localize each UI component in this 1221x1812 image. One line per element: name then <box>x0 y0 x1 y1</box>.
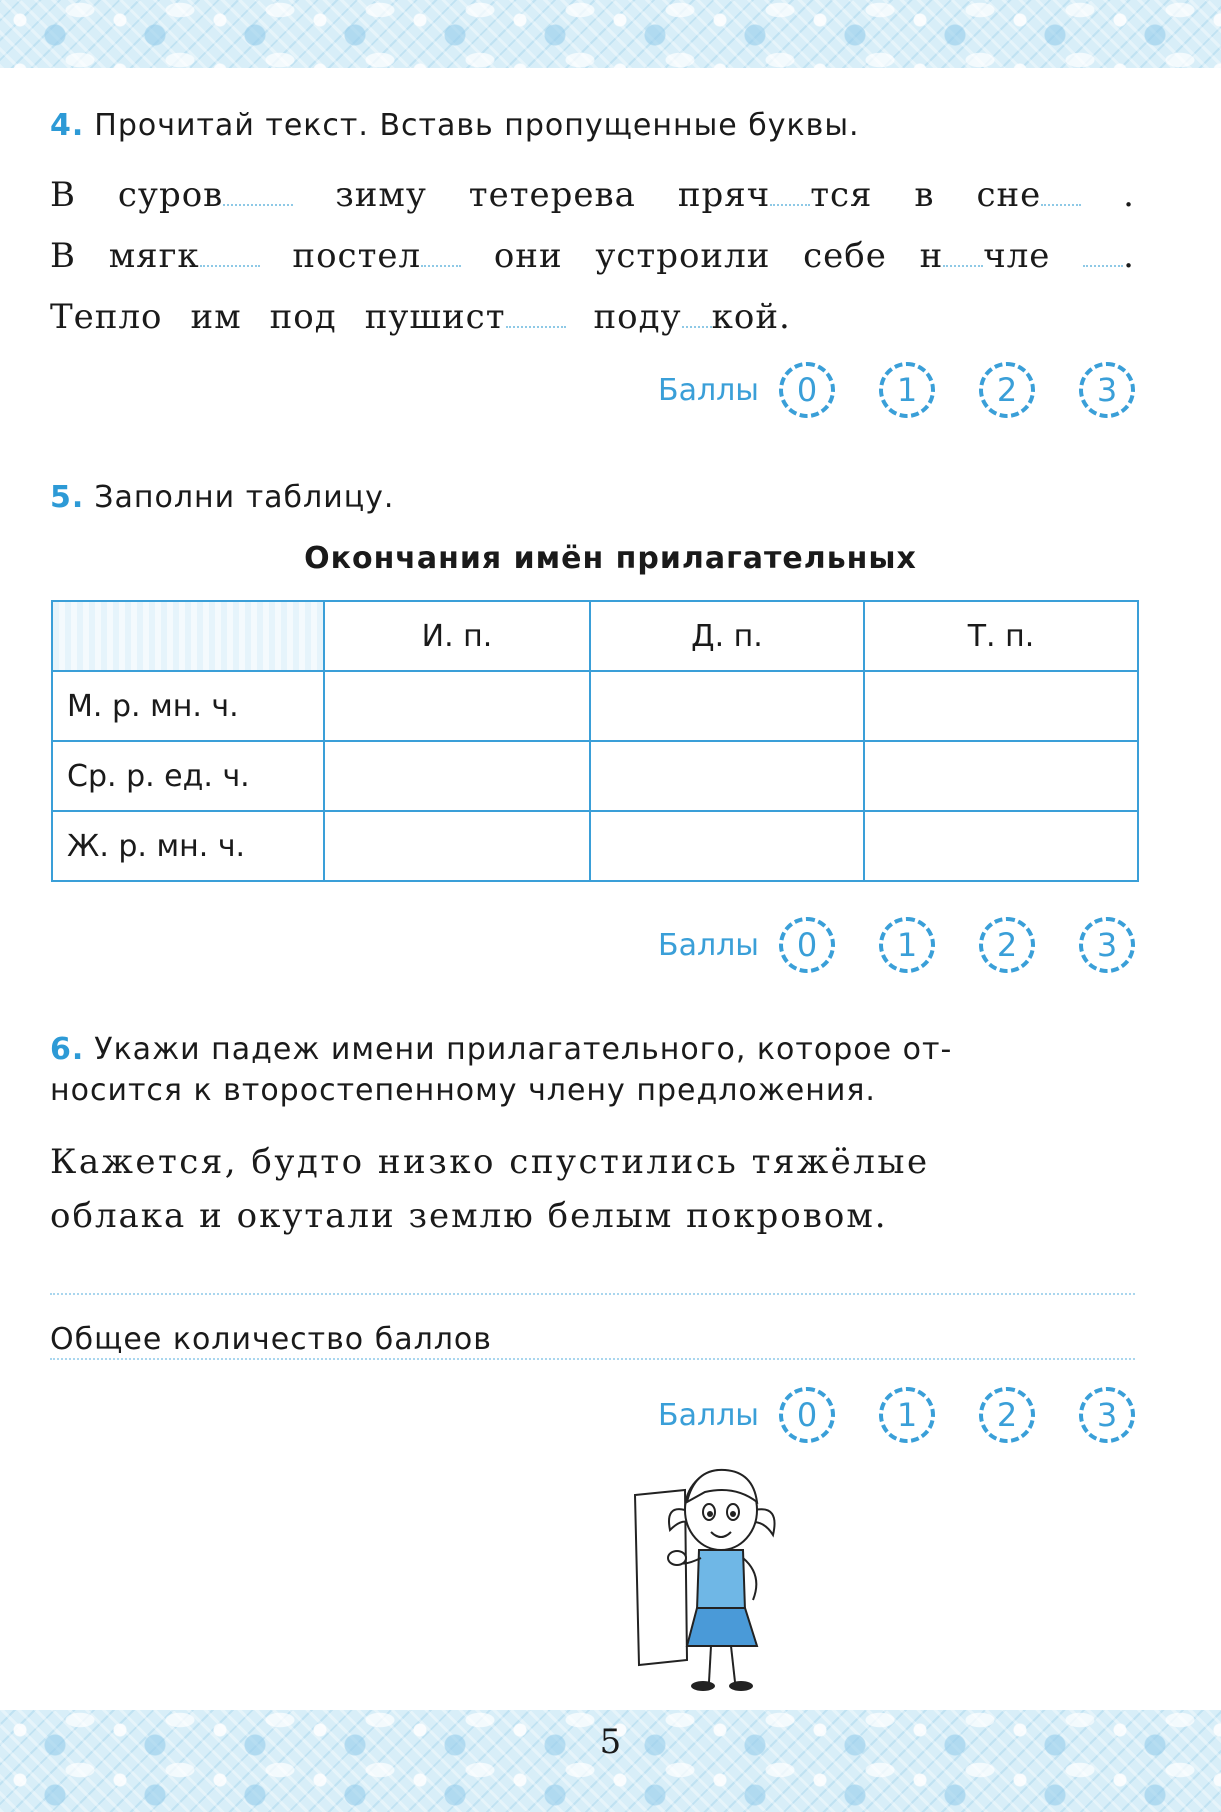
word: под <box>269 297 337 337</box>
task-4-heading <box>50 108 860 143</box>
answer-cell[interactable] <box>324 741 590 811</box>
total-score-label: Общее количество баллов <box>50 1322 492 1357</box>
table-row <box>52 811 1138 881</box>
score-option-3[interactable]: 3 <box>1079 1387 1135 1443</box>
letter-blank[interactable] <box>1041 166 1081 206</box>
row-header-fem-plural: Ж. р. мн. ч. <box>52 811 324 881</box>
letter-blank[interactable] <box>421 227 461 267</box>
table-row <box>52 741 1138 811</box>
row-header-masc-plural: М. р. мн. ч. <box>52 671 324 741</box>
word: В <box>50 175 76 215</box>
task-4-text <box>50 165 1135 348</box>
row-header-neut-singular: Ср. р. ед. ч. <box>52 741 324 811</box>
word: В <box>50 236 76 276</box>
task-4-line-3 <box>50 287 1135 348</box>
letter-blank[interactable] <box>200 227 260 267</box>
task-5-heading <box>50 480 394 515</box>
score-option-1[interactable]: 1 <box>879 362 935 418</box>
task-5-number: 5. <box>50 480 85 515</box>
letter-blank[interactable] <box>682 288 712 328</box>
word: Тепло <box>50 297 163 337</box>
page-number: 5 <box>599 1722 622 1762</box>
score-option-2[interactable]: 2 <box>979 917 1035 973</box>
task-6-sentence-line2: облака и окутали землю белым покровом. <box>50 1196 888 1236</box>
decorative-top-border <box>0 0 1221 68</box>
task-6-prompt-line2: носится к второстепенному члену предложения. <box>50 1073 876 1108</box>
answer-cell[interactable] <box>590 811 864 881</box>
answer-cell[interactable] <box>590 741 864 811</box>
word: себе <box>803 236 887 276</box>
score-option-1[interactable]: 1 <box>879 917 935 973</box>
table-header-row <box>52 601 1138 671</box>
score-option-3[interactable]: 3 <box>1079 362 1135 418</box>
score-option-3[interactable]: 3 <box>1079 917 1135 973</box>
word: поду кой. <box>594 287 791 348</box>
score-label: Баллы <box>657 372 759 408</box>
word: . <box>1083 226 1135 287</box>
word: . <box>1123 175 1135 215</box>
letter-blank[interactable] <box>506 288 566 328</box>
girl-holding-sign-illustration <box>625 1450 805 1700</box>
task-4-line-2 <box>50 226 1135 287</box>
answer-line[interactable] <box>50 1293 1135 1295</box>
endings-table <box>51 600 1139 882</box>
task-6-prompt-line1: Укажи падеж имени прилагательного, которое от- <box>94 1032 953 1067</box>
word: зиму <box>335 175 427 215</box>
word: они <box>493 236 563 276</box>
letter-blank[interactable] <box>1083 227 1123 267</box>
task-4-score <box>658 362 1135 418</box>
answer-cell[interactable] <box>590 671 864 741</box>
word: н чле <box>920 226 1051 287</box>
task-4-number: 4. <box>50 108 85 143</box>
score-option-2[interactable]: 2 <box>979 1387 1035 1443</box>
task-6-sentence <box>50 1135 1135 1243</box>
table-row <box>52 671 1138 741</box>
task-4-line-1 <box>50 165 1135 226</box>
table-corner-cell <box>52 601 324 671</box>
score-option-1[interactable]: 1 <box>879 1387 935 1443</box>
column-header-dative: Д. п. <box>590 601 864 671</box>
word: в <box>914 175 935 215</box>
task-6-sentence-line1: Кажется, будто низко спустились тяжёлые <box>50 1142 930 1182</box>
letter-blank[interactable] <box>223 166 293 206</box>
answer-cell[interactable] <box>864 741 1138 811</box>
score-option-0[interactable]: 0 <box>779 362 835 418</box>
word: пряч тся <box>678 165 873 226</box>
task-5-prompt: Заполни таблицу. <box>94 480 395 515</box>
answer-line[interactable] <box>50 1358 1135 1360</box>
word: постел <box>292 226 461 287</box>
task-5-score <box>658 917 1135 973</box>
score-option-0[interactable]: 0 <box>779 1387 835 1443</box>
task-6-heading <box>50 1032 1140 1108</box>
task-4-prompt: Прочитай текст. Вставь пропущенные буквы. <box>94 108 860 143</box>
score-option-2[interactable]: 2 <box>979 362 1035 418</box>
answer-cell[interactable] <box>864 671 1138 741</box>
table-title: Окончания имён прилагательных <box>304 541 917 576</box>
word: пушист <box>365 287 566 348</box>
word: суров <box>118 165 293 226</box>
letter-blank[interactable] <box>943 227 983 267</box>
answer-cell[interactable] <box>324 811 590 881</box>
answer-cell[interactable] <box>864 811 1138 881</box>
column-header-instrumental: Т. п. <box>864 601 1138 671</box>
word: сне <box>976 165 1081 226</box>
column-header-nominative: И. п. <box>324 601 590 671</box>
word: тетерева <box>468 175 636 215</box>
word: мягк <box>109 226 260 287</box>
task-6-number: 6. <box>50 1032 85 1067</box>
score-label: Баллы <box>657 927 759 963</box>
letter-blank[interactable] <box>770 166 810 206</box>
score-label: Баллы <box>657 1397 759 1433</box>
word: им <box>190 297 242 337</box>
score-option-0[interactable]: 0 <box>779 917 835 973</box>
task-6-score <box>658 1387 1135 1443</box>
word: устроили <box>595 236 771 276</box>
answer-cell[interactable] <box>324 671 590 741</box>
